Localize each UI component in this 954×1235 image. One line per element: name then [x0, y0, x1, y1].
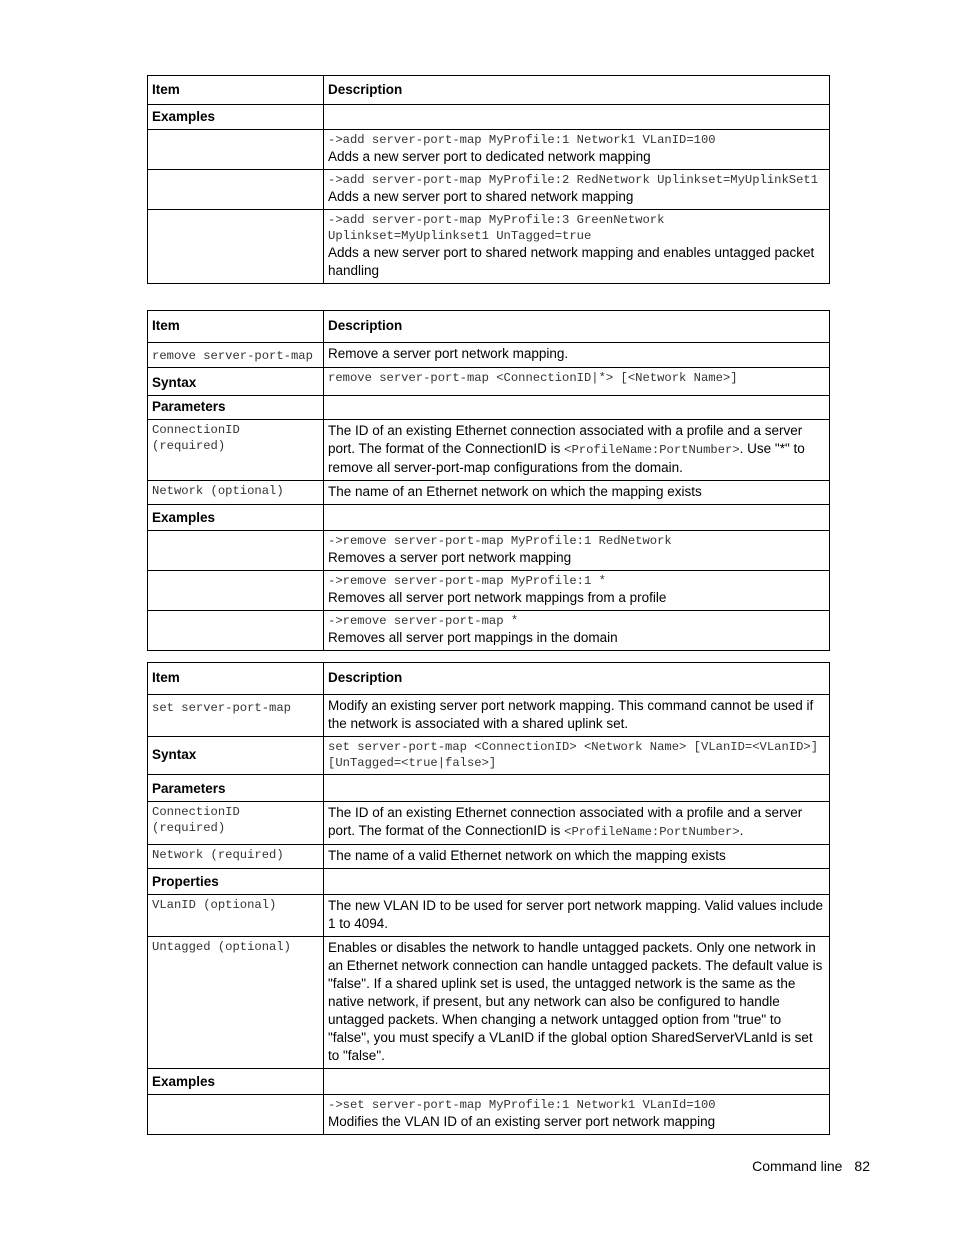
syntax-label: Syntax — [148, 368, 324, 396]
example-cell — [324, 210, 830, 284]
command-row — [148, 343, 830, 368]
example-command: ->remove server-port-map MyProfile:1 * — [328, 574, 606, 588]
table-header-row — [148, 311, 830, 343]
parameter-description: The ID of an existing Ethernet connection associated with a profile and a server port. The format of the ConnectionID is <ProfileName:PortNumber>. Use "*" to remove all server-port-map configurations from the domain. — [324, 420, 830, 481]
example-cell — [324, 611, 830, 651]
properties-label: Properties — [148, 869, 324, 895]
parameter-name: Network (required) — [152, 848, 284, 862]
description-column-header: Description — [324, 76, 830, 105]
empty-cell — [324, 775, 830, 802]
example-row — [148, 611, 830, 651]
command-name-cell — [148, 695, 324, 737]
empty-cell — [324, 396, 830, 420]
parameter-row — [148, 420, 830, 481]
example-description: Modifies the VLAN ID of an existing server port network mapping — [328, 1114, 716, 1129]
example-description: Adds a new server port to shared network mapping — [328, 189, 634, 204]
example-description: Removes a server port network mapping — [328, 550, 572, 565]
parameter-row — [148, 802, 830, 845]
parameters-section-row — [148, 775, 830, 802]
parameter-name-cell — [148, 481, 324, 505]
parameter-row — [148, 481, 830, 505]
parameters-label: Parameters — [148, 396, 324, 420]
example-description: Adds a new server port to shared network mapping and enables untagged packet handling — [328, 245, 815, 278]
example-description: Adds a new server port to dedicated network mapping — [328, 149, 651, 164]
page-footer — [740, 1158, 870, 1174]
empty-cell — [148, 611, 324, 651]
examples-section-row — [148, 105, 830, 130]
property-name-cell — [148, 895, 324, 937]
table-header-row — [148, 663, 830, 695]
command-name: remove server-port-map — [152, 349, 313, 363]
empty-cell — [148, 210, 324, 284]
parameter-description: The name of an Ethernet network on which the mapping exists — [324, 481, 830, 505]
example-description: Removes all server port mappings in the domain — [328, 630, 618, 645]
parameter-name-cell — [148, 420, 324, 481]
remove-server-port-map-table — [147, 310, 830, 651]
parameter-name-cell — [148, 802, 324, 845]
examples-label: Examples — [148, 1069, 324, 1095]
syntax-text: set server-port-map <ConnectionID> <Network Name> [VLanID=<VLanID>] [UnTagged=<true|false>] — [328, 740, 819, 770]
parameter-row — [148, 845, 830, 869]
syntax-text: remove server-port-map <ConnectionID|*> [<Network Name>] — [328, 371, 738, 385]
property-description: The new VLAN ID to be used for server port network mapping. Valid values include 1 to 4094. — [324, 895, 830, 937]
example-row — [148, 571, 830, 611]
syntax-cell — [324, 368, 830, 396]
example-command: ->set server-port-map MyProfile:1 Network1 VLanId=100 — [328, 1098, 716, 1112]
example-command: ->add server-port-map MyProfile:1 Network1 VLanID=100 — [328, 133, 716, 147]
empty-cell — [324, 505, 830, 531]
parameter-name: ConnectionID (required) — [152, 423, 240, 453]
example-row — [148, 1095, 830, 1135]
examples-section-row — [148, 505, 830, 531]
parameter-name: ConnectionID (required) — [152, 805, 240, 835]
property-description: Enables or disables the network to handle untagged packets. Only one network in an Ethernet network connection can handle untagged packets. The default value is "false". If a shared uplink set is used, the untagged network is the same as the native network, if present, but any network can also be configured to handle untagged packets. When changing a network untagged option from "true" to "false", you must specify a VLanID if the global option SharedServerVLanId is set to "false". — [324, 937, 830, 1069]
property-name: VLanID (optional) — [152, 898, 277, 912]
example-cell — [324, 571, 830, 611]
syntax-label: Syntax — [148, 737, 324, 775]
command-name: set server-port-map — [152, 701, 291, 715]
property-row — [148, 895, 830, 937]
footer-section-title: Command line — [752, 1158, 843, 1174]
command-name-cell — [148, 343, 324, 368]
parameter-description: The name of a valid Ethernet network on which the mapping exists — [324, 845, 830, 869]
example-row — [148, 170, 830, 210]
example-command: ->add server-port-map MyProfile:2 RedNetwork Uplinkset=MyUplinkSet1 — [328, 173, 819, 187]
set-server-port-map-table — [147, 662, 830, 1135]
format-code: <ProfileName:PortNumber> — [564, 443, 740, 457]
item-column-header: Item — [148, 76, 324, 105]
empty-cell — [324, 105, 830, 130]
empty-cell — [148, 531, 324, 571]
examples-section-row — [148, 1069, 830, 1095]
example-command: ->add server-port-map MyProfile:3 GreenNetwork Uplinkset=MyUplinkset1 UnTagged=true — [328, 213, 665, 243]
example-description: Removes all server port network mappings from a profile — [328, 590, 667, 605]
example-cell — [324, 1095, 830, 1135]
format-code: <ProfileName:PortNumber> — [564, 825, 740, 839]
examples-label: Examples — [148, 505, 324, 531]
empty-cell — [148, 130, 324, 170]
example-cell — [324, 531, 830, 571]
page-number: 82 — [854, 1158, 870, 1174]
example-cell — [324, 130, 830, 170]
syntax-cell — [324, 737, 830, 775]
command-row — [148, 695, 830, 737]
parameter-name-cell — [148, 845, 324, 869]
parameters-label: Parameters — [148, 775, 324, 802]
examples-label: Examples — [148, 105, 324, 130]
item-column-header: Item — [148, 311, 324, 343]
property-name-cell — [148, 937, 324, 1069]
property-name: Untagged (optional) — [152, 940, 291, 954]
empty-cell — [324, 869, 830, 895]
example-cell — [324, 170, 830, 210]
example-row — [148, 130, 830, 170]
empty-cell — [324, 1069, 830, 1095]
command-description: Remove a server port network mapping. — [324, 343, 830, 368]
parameter-name: Network (optional) — [152, 484, 284, 498]
example-command: ->remove server-port-map * — [328, 614, 519, 628]
syntax-row — [148, 368, 830, 396]
empty-cell — [148, 1095, 324, 1135]
example-row — [148, 531, 830, 571]
example-row — [148, 210, 830, 284]
empty-cell — [148, 170, 324, 210]
syntax-row — [148, 737, 830, 775]
table-header-row — [148, 76, 830, 105]
properties-section-row — [148, 869, 830, 895]
parameter-description: The ID of an existing Ethernet connection associated with a profile and a server port. The format of the ConnectionID is <ProfileName:PortNumber>. — [324, 802, 830, 845]
description-column-header: Description — [324, 311, 830, 343]
description-column-header: Description — [324, 663, 830, 695]
command-description: Modify an existing server port network mapping. This command cannot be used if the network is associated with a shared uplink set. — [324, 695, 830, 737]
example-command: ->remove server-port-map MyProfile:1 RedNetwork — [328, 534, 672, 548]
empty-cell — [148, 571, 324, 611]
parameters-section-row — [148, 396, 830, 420]
item-column-header: Item — [148, 663, 324, 695]
property-row — [148, 937, 830, 1069]
add-server-port-map-table — [147, 75, 830, 284]
